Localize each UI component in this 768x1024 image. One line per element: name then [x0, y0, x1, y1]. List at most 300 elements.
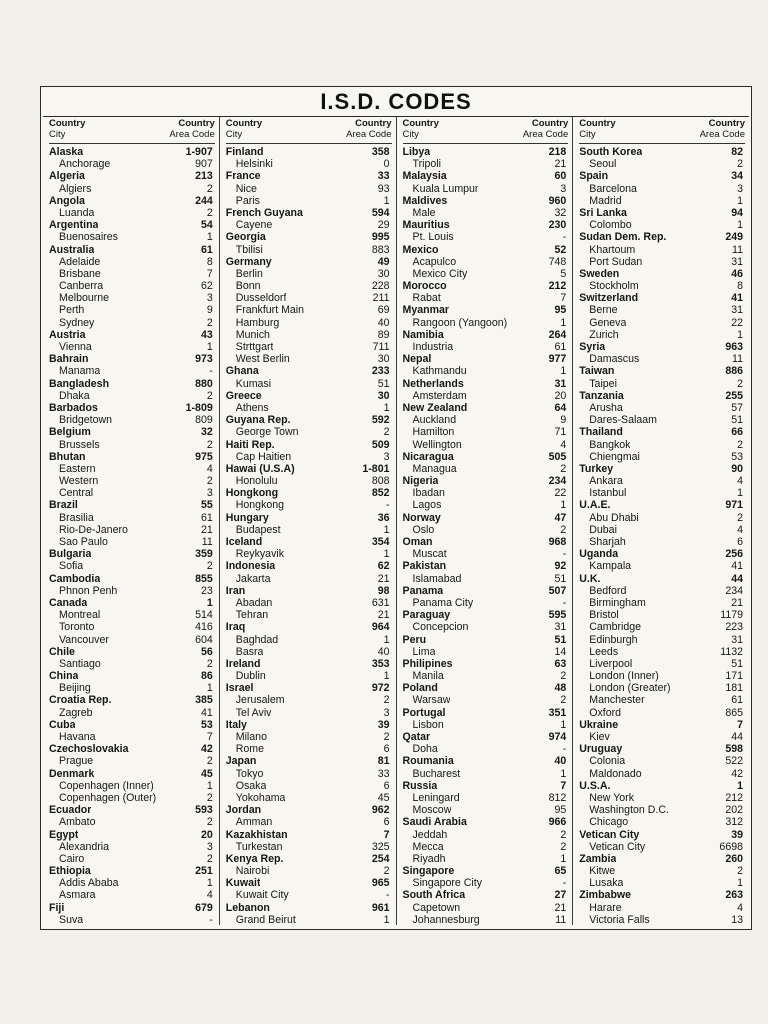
city-name: Jeddah	[412, 828, 448, 841]
city-name: Cayene	[235, 219, 273, 232]
country-row	[226, 853, 392, 865]
country-row	[403, 609, 569, 621]
city-name: Addis Ababa	[59, 877, 119, 890]
city-row	[226, 743, 392, 755]
city-name: Bedford	[589, 584, 627, 597]
city-row	[226, 646, 392, 658]
city-row	[226, 889, 392, 901]
city-name: Barcelona	[589, 182, 637, 195]
country-row	[226, 231, 392, 243]
area-code: 6	[383, 816, 390, 829]
city-row	[579, 536, 745, 548]
country-row	[403, 512, 569, 524]
country-name: Ecuador	[49, 804, 92, 817]
city-name: Dusseldorf	[235, 292, 287, 305]
area-code: 883	[371, 243, 390, 256]
area-code: 522	[725, 755, 743, 768]
country-name: Australia	[49, 243, 95, 256]
city-name: Santiago	[59, 657, 101, 670]
area-code: 23	[200, 584, 213, 597]
country-code: 31	[554, 377, 567, 390]
country-row	[49, 829, 215, 841]
country-name: Qatar	[402, 731, 431, 743]
country-row	[403, 707, 569, 719]
city-row	[579, 731, 745, 743]
city-row	[403, 914, 569, 926]
city-name: Buenosaires	[59, 231, 118, 244]
country-code: 593	[195, 804, 213, 817]
country-code: 852	[371, 487, 390, 500]
area-code: 3	[737, 182, 743, 195]
country-row	[403, 682, 569, 694]
city-name: Auckland	[412, 414, 457, 427]
area-code: 61	[731, 694, 743, 707]
country-row	[403, 536, 569, 548]
country-name: Chile	[49, 645, 75, 658]
country-code: 51	[554, 633, 567, 646]
country-code: 234	[548, 475, 567, 488]
country-row	[403, 816, 569, 828]
city-row	[403, 573, 569, 585]
city-name: Sharjah	[589, 536, 626, 548]
city-row	[579, 865, 745, 877]
city-name: Budapest	[235, 523, 281, 536]
country-code: 679	[195, 901, 213, 914]
country-name: Tanzania	[579, 389, 624, 402]
city-row	[226, 341, 392, 353]
country-row	[226, 902, 392, 914]
city-name: Harare	[589, 901, 622, 914]
country-name: Myanmar	[402, 304, 450, 317]
area-code: 53	[731, 450, 743, 463]
country-row	[579, 292, 745, 304]
country-code: 249	[725, 231, 743, 244]
country-name: Zambia	[579, 852, 617, 865]
city-name: Beijing	[59, 682, 91, 695]
column-header	[226, 117, 392, 144]
city-row	[49, 816, 215, 828]
country-row	[579, 719, 745, 731]
city-row	[49, 463, 215, 475]
country-code: 49	[377, 255, 390, 268]
city-name: Brasilia	[59, 511, 94, 524]
area-code: 2	[206, 206, 213, 219]
area-code: 69	[377, 304, 390, 317]
city-row	[403, 365, 569, 377]
city-name: Athens	[235, 401, 269, 414]
country-name: Kuwait	[225, 877, 261, 890]
country-row	[579, 341, 745, 353]
city-row	[49, 914, 215, 926]
country-name: Indonesia	[225, 560, 276, 573]
country-code: 63	[554, 657, 567, 670]
country-row	[579, 499, 745, 511]
city-row	[579, 792, 745, 804]
country-code: 977	[548, 353, 567, 366]
country-code: 36	[377, 511, 390, 524]
country-row	[226, 682, 392, 694]
city-name: Capetown	[412, 901, 461, 914]
area-code: 2	[206, 389, 213, 402]
country-row	[226, 804, 392, 816]
country-name: Panama	[402, 584, 444, 597]
country-code: 973	[195, 353, 213, 366]
city-name: Amman	[235, 816, 273, 829]
country-row	[49, 865, 215, 877]
area-code: 6	[383, 779, 390, 792]
country-row	[49, 694, 215, 706]
city-name: Arusha	[589, 401, 623, 414]
country-name: Jordan	[225, 804, 262, 817]
country-row	[226, 755, 392, 767]
country-name: Hongkong	[225, 487, 279, 500]
country-name: Iceland	[225, 536, 263, 548]
city-name: Liverpool	[589, 657, 633, 670]
area-code: 93	[377, 182, 390, 195]
area-code: 1	[206, 877, 213, 890]
city-row	[403, 524, 569, 536]
city-row	[49, 439, 215, 451]
header-city-label: City	[579, 128, 596, 140]
area-code: 2	[737, 865, 743, 878]
city-name: Sydney	[59, 316, 95, 329]
city-row	[579, 914, 745, 926]
country-code: 1-809	[185, 401, 213, 414]
city-name: Lagos	[412, 499, 442, 512]
city-row	[403, 902, 569, 914]
country-name: Croatia Rep.	[49, 694, 112, 707]
city-name: Washington D.C.	[589, 804, 669, 817]
city-name: Nairobi	[235, 865, 270, 878]
area-code: 1	[737, 877, 743, 890]
country-code: 968	[548, 536, 567, 548]
area-code: 812	[548, 791, 567, 804]
country-row	[49, 426, 215, 438]
country-code: 52	[554, 243, 567, 256]
area-code: 748	[548, 255, 567, 268]
city-row	[403, 158, 569, 170]
area-code: 61	[554, 341, 567, 353]
country-name: Finland	[225, 146, 264, 158]
area-code: 2	[383, 694, 390, 707]
area-code: 7	[560, 292, 567, 305]
country-code: 42	[200, 743, 213, 756]
city-row	[226, 183, 392, 195]
city-row	[403, 207, 569, 219]
country-code: 264	[548, 328, 567, 341]
country-name: Oman	[402, 536, 433, 548]
country-row	[403, 244, 569, 256]
city-name: Ankara	[589, 475, 623, 488]
area-code: 3	[560, 182, 567, 195]
country-name: Bhutan	[49, 450, 86, 463]
area-code: 57	[731, 401, 743, 414]
country-row	[49, 719, 215, 731]
country-code: 1	[206, 596, 213, 609]
city-name: Munich	[235, 328, 270, 341]
country-name: Egypt	[49, 828, 79, 841]
area-code: 4	[737, 901, 743, 914]
city-name: Phnon Penh	[59, 584, 118, 597]
area-code: 2	[737, 511, 743, 524]
area-code: 1	[560, 316, 567, 329]
area-code: 21	[200, 523, 213, 536]
city-row	[226, 499, 392, 511]
city-row	[49, 841, 215, 853]
city-row	[49, 524, 215, 536]
column-3	[397, 117, 574, 925]
city-row	[579, 183, 745, 195]
city-name: Basra	[235, 645, 264, 658]
city-row	[226, 353, 392, 365]
city-name: Reykyavik	[235, 548, 285, 561]
area-code: 1	[383, 194, 390, 207]
city-name: Mexico City	[412, 267, 468, 280]
country-name: Georgia	[225, 231, 266, 244]
country-code: 60	[554, 170, 567, 183]
area-code: 45	[377, 791, 390, 804]
area-code: 325	[371, 840, 390, 853]
country-code: 39	[731, 828, 743, 841]
column-2	[220, 117, 397, 925]
city-name: Taipei	[589, 377, 617, 390]
country-name: Denmark	[49, 767, 95, 780]
area-code: 22	[554, 487, 567, 500]
city-name: Ibadan	[412, 487, 445, 500]
city-name: Yokohama	[235, 791, 286, 804]
city-name: Vienna	[59, 341, 92, 353]
city-name: Bridgetown	[59, 414, 112, 427]
city-name: Amsterdam	[412, 389, 467, 402]
country-row	[579, 390, 745, 402]
city-name: Johannesburg	[412, 913, 480, 926]
country-row	[49, 170, 215, 182]
city-row	[579, 353, 745, 365]
city-name: Lusaka	[589, 877, 624, 890]
country-name: Czechoslovakia	[49, 743, 129, 756]
city-row	[579, 682, 745, 694]
country-name: France	[225, 170, 261, 183]
city-row	[403, 548, 569, 560]
country-code: 64	[554, 401, 567, 414]
area-code: 2	[737, 377, 743, 390]
area-code: 29	[377, 219, 390, 232]
area-code: 6	[383, 743, 390, 756]
header-country-label: Country	[49, 118, 86, 129]
country-code: 251	[195, 865, 213, 878]
country-row	[579, 231, 745, 243]
city-name: London (Inner)	[589, 670, 659, 683]
country-code: 44	[731, 572, 743, 585]
country-code: 592	[371, 414, 390, 427]
city-row	[49, 755, 215, 767]
city-name: Sao Paulo	[59, 536, 108, 548]
city-name: Managua	[412, 462, 457, 475]
city-name: Montreal	[59, 609, 101, 622]
country-code: 260	[725, 852, 743, 865]
city-name: Bonn	[235, 280, 261, 293]
area-code: 21	[377, 572, 390, 585]
city-row	[226, 292, 392, 304]
city-row	[403, 292, 569, 304]
city-name: Moscow	[412, 804, 452, 817]
country-row	[403, 402, 569, 414]
area-code: 2	[206, 475, 213, 488]
country-name: Sweden	[579, 267, 620, 280]
city-row	[226, 244, 392, 256]
column-rows	[49, 146, 215, 926]
city-row	[579, 585, 745, 597]
country-row	[49, 195, 215, 207]
country-name: Peru	[402, 633, 427, 646]
city-name: Manama	[59, 365, 101, 378]
header-country-label: Country	[531, 118, 569, 129]
country-code: 41	[731, 292, 743, 305]
area-code: 1	[383, 523, 390, 536]
country-name: Ethiopia	[49, 865, 91, 878]
country-name: Barbados	[49, 401, 98, 414]
city-name: Manchester	[589, 694, 645, 707]
city-row	[579, 304, 745, 316]
city-row	[403, 499, 569, 511]
city-name: West Berlin	[235, 353, 290, 366]
country-code: 55	[200, 499, 213, 512]
city-name: London (Greater)	[589, 682, 671, 695]
city-name: Panama City	[412, 596, 474, 609]
city-name: George Town	[235, 426, 299, 439]
country-code: 47	[554, 511, 567, 524]
country-name: South Korea	[579, 146, 643, 158]
country-name: Hungary	[225, 511, 269, 524]
area-code: 95	[554, 804, 567, 817]
area-code: 31	[731, 304, 743, 317]
country-code: 359	[195, 548, 213, 561]
city-row	[226, 378, 392, 390]
area-code: 1179	[720, 609, 743, 622]
city-name: Birmingham	[589, 596, 646, 609]
country-code: 90	[731, 462, 743, 475]
country-code: 971	[725, 499, 743, 512]
area-code: 61	[200, 511, 213, 524]
city-name: Brussels	[59, 438, 100, 451]
codes-columns	[43, 117, 749, 925]
city-row	[49, 304, 215, 316]
city-name: Zurich	[589, 328, 619, 341]
country-name: French Guyana	[225, 206, 303, 219]
area-code: 2	[206, 316, 213, 329]
area-code: 21	[731, 596, 743, 609]
area-code: 21	[554, 901, 567, 914]
area-code: 1132	[720, 645, 743, 658]
area-code: 9	[206, 304, 213, 317]
city-name: Baghdad	[235, 633, 279, 646]
country-row	[49, 573, 215, 585]
city-name: Kiev	[589, 731, 610, 743]
city-name: Rio-De-Janero	[59, 523, 128, 536]
country-row	[403, 146, 569, 158]
area-code: 5	[560, 267, 567, 280]
city-row	[579, 841, 745, 853]
country-row	[226, 207, 392, 219]
area-code: 31	[731, 255, 743, 268]
country-row	[403, 634, 569, 646]
country-row	[579, 889, 745, 901]
country-code: 598	[725, 743, 743, 756]
country-row	[579, 548, 745, 560]
header-country-label: Country	[178, 118, 215, 129]
city-name: Copenhagen (Inner)	[59, 779, 154, 792]
city-row	[49, 682, 215, 694]
header-country-label: Country	[402, 118, 439, 129]
area-code: 11	[732, 353, 743, 366]
city-name: Warsaw	[412, 694, 451, 707]
country-code: 960	[548, 194, 567, 207]
country-name: Israel	[225, 682, 254, 695]
city-name: Dares-Salaam	[589, 414, 657, 427]
city-row	[49, 487, 215, 499]
city-row	[579, 219, 745, 231]
city-name: Kuala Lumpur	[412, 182, 479, 195]
country-row	[49, 548, 215, 560]
city-name: Berlin	[235, 267, 263, 280]
country-name: Uganda	[579, 548, 619, 561]
city-row	[403, 768, 569, 780]
country-code: 385	[195, 694, 213, 707]
city-row	[579, 816, 745, 828]
country-name: Netherlands	[402, 377, 464, 390]
city-name: Jakarta	[235, 572, 271, 585]
area-code: 171	[725, 670, 743, 683]
city-name: Mecca	[412, 840, 444, 853]
country-row	[403, 475, 569, 487]
city-row	[403, 341, 569, 353]
country-name: Hawai (U.S.A)	[225, 462, 295, 475]
city-row	[226, 158, 392, 170]
area-code: 1	[383, 913, 390, 926]
area-code: 4	[737, 523, 743, 536]
country-row	[226, 170, 392, 182]
area-code: 21	[377, 609, 390, 622]
city-row	[226, 451, 392, 463]
city-row	[226, 841, 392, 853]
country-code: 92	[554, 560, 567, 573]
city-row	[579, 670, 745, 682]
country-name: Ireland	[225, 657, 261, 670]
country-code: 56	[200, 645, 213, 658]
header-country-label: Country	[708, 118, 745, 129]
area-code: 2	[206, 755, 213, 768]
header-country-label: Country	[225, 118, 263, 129]
city-row	[579, 195, 745, 207]
country-code: 1	[737, 779, 743, 792]
country-name: Portugal	[402, 706, 446, 719]
city-row	[403, 487, 569, 499]
city-row	[403, 719, 569, 731]
city-row	[49, 231, 215, 243]
area-code: 41	[200, 706, 213, 719]
city-row	[49, 512, 215, 524]
country-code: 61	[200, 243, 213, 256]
city-name: Berne	[589, 304, 618, 317]
header-area-code-label: Area Code	[169, 128, 215, 140]
country-code: 975	[195, 450, 213, 463]
country-name: U.K.	[579, 572, 601, 585]
city-name: Leeds	[589, 645, 619, 658]
area-code: 1	[560, 499, 567, 512]
country-name: Canada	[49, 596, 88, 609]
country-row	[49, 402, 215, 414]
country-name: Zimbabwe	[579, 889, 632, 902]
